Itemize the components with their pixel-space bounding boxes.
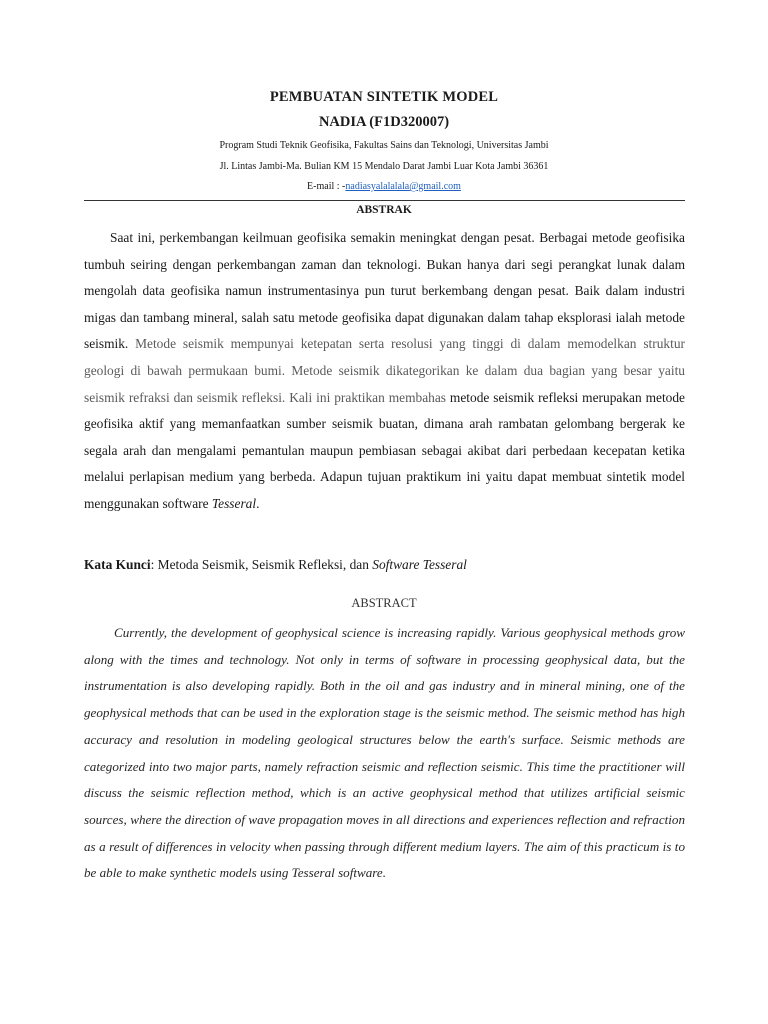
abstrak-end: . [256, 495, 260, 511]
abstrak-paragraph [84, 225, 685, 518]
affiliation: Program Studi Teknik Geofisika, Fakultas Sains dan Teknologi, Universitas Jambi [219, 140, 549, 151]
email-prefix: E-mail : - [307, 181, 346, 192]
abstrak-sentence-2: Metode seismik mempunyai ketepatan serta resolusi yang tinggi di dalam memodelkan struktur geologi di bawah permukaan bumi. Metode seismik dikategorikan ke dalam dua bagian yang besar yaitu seismik refraksi dan seismik refleksi. [84, 336, 685, 405]
author-name: NADIA (F1D320007) [318, 114, 450, 130]
keywords-text: : Metoda Seismik, Seismik Refleksi, dan [150, 557, 373, 572]
address: Jl. Lintas Jambi-Ma. Bulian KM 15 Mendalo Darat Jambi Luar Kota Jambi 36361 [219, 161, 549, 172]
header-divider [84, 200, 685, 201]
abstrak-sentence-1: Saat ini, perkembangan keilmuan geofisika semakin meningkat dengan pesat. Berbagai metode geofisika tumbuh seiring dengan perkembangan zaman dan teknologi. Bukan hanya dari segi perangkat lunak dalam mengolah data geofisika namun instrumentasinya pun turut berkembang dengan pesat. Baik dalam industri migas dan tambang mineral, salah satu metode geofisika dapat digunakan dalam tahap eksplorasi ialah metode seismik. [84, 230, 685, 352]
abstrak-sentence-4: metode seismik refleksi merupakan metode geofisika aktif yang memanfaatkan sumber seismik buatan, dimana arah rambatan gelombang bergerak ke segala arah dan mengalami pemantulan maupun pembiasan sebagai akibat dari perbedaan kecepatan ketika melalui perlapisan medium yang berbeda. Adapun tujuan praktikum ini yaitu dapat membuat sintetik model menggunakan software [84, 389, 686, 511]
abstract-paragraph: Currently, the development of geophysical science is increasing rapidly. Various geophysical methods grow along with the times and technology. Not only in terms of software in processing geophysical data, but the instrumentation is also developing rapidly. Both in the oil and gas industry and in mineral mining, one of the geophysical methods that can be used in the exploration stage is the seismic method. The seismic method has high accuracy and resolution in modeling geological structures below the earth's surface. Seismic methods are categorized into two major parts, namely refraction seismic and reflection seismic. This time the practitioner will discuss the seismic reflection method, which is an active geophysical method that utilizes artificial seismic sources, where the direction of wave propagation moves in all directions and experiences reflection and refraction as a result of differences in velocity when passing through different medium layers. The aim of this practicum is to be able to make synthetic models using Tesseral software. [84, 625, 685, 881]
abstract-heading: ABSTRACT [351, 596, 417, 610]
keywords-italic: Software Tesseral [372, 557, 467, 572]
email-line [0, 181, 768, 192]
abstrak-software-name: Tesseral [211, 495, 257, 511]
paper-title: PEMBUATAN SINTETIK MODEL [269, 89, 499, 105]
email-link[interactable]: nadiasyalalalala@gmail.com [345, 181, 461, 192]
keywords-label: Kata Kunci [84, 557, 151, 572]
keywords-line [84, 557, 685, 573]
abstrak-sentence-3: Kali ini praktikan membahas [285, 389, 450, 405]
abstrak-heading: ABSTRAK [356, 204, 412, 216]
